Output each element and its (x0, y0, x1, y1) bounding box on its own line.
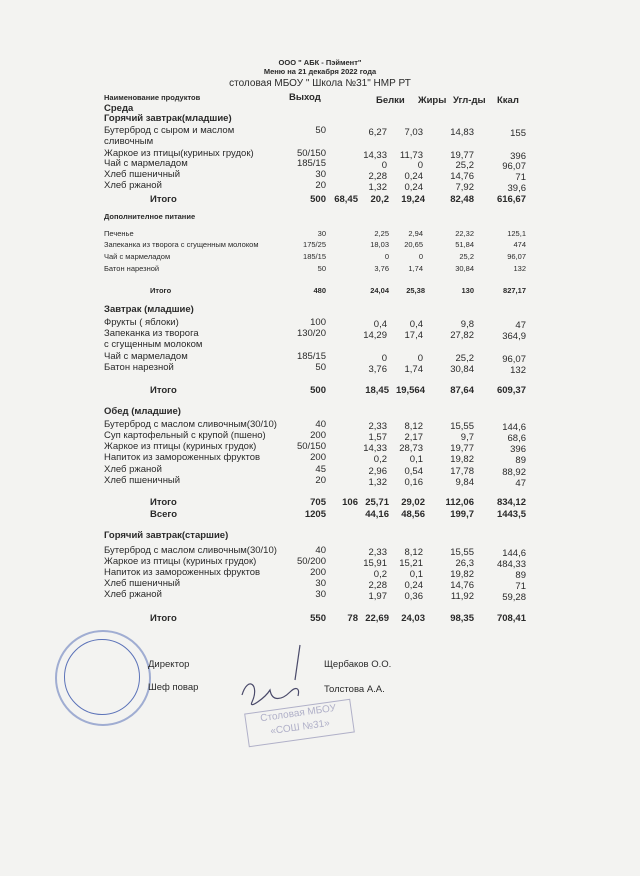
row-kcal: 88,92 (502, 467, 526, 478)
row-output: 50 (315, 362, 326, 373)
row-proteins: 18,03 (370, 240, 389, 249)
row-proteins: 2,25 (374, 229, 389, 238)
row-output: 40 (315, 545, 326, 556)
row-kcal: 71 (515, 172, 526, 183)
row-proteins: 14,33 (363, 150, 387, 161)
row-fats: 8,12 (404, 547, 423, 558)
day-label: Среда (104, 103, 134, 114)
total-carbs: 112,06 (445, 497, 474, 508)
total-fats: 29,02 (401, 497, 425, 508)
row-kcal: 484,33 (496, 559, 526, 570)
row-proteins: 1,57 (368, 432, 387, 443)
col-kcal: Ккал (497, 95, 519, 106)
total-kcal: 616,67 (496, 194, 526, 205)
row-name: Батон нарезной (104, 362, 174, 373)
row-fats: 0,1 (409, 454, 423, 465)
row-fats: 7,03 (404, 127, 423, 138)
row-kcal: 39,6 (507, 183, 526, 194)
row-name: Печенье (104, 229, 134, 238)
row-output: 30 (315, 589, 326, 600)
row-proteins: 0 (384, 252, 389, 261)
row-carbs: 9,7 (460, 432, 474, 443)
chef-name: Толстова А.А. (324, 684, 385, 695)
total-proteins: 44,16 (365, 509, 389, 520)
total-proteins: 22,69 (365, 613, 389, 624)
row-proteins: 3,76 (368, 364, 387, 375)
row-proteins: 0,4 (373, 319, 387, 330)
row-fats: 0,4 (409, 319, 423, 330)
row-carbs: 25,2 (455, 160, 474, 171)
row-kcal: 155 (510, 128, 526, 139)
row-kcal: 96,07 (502, 161, 526, 172)
row-fats: 2,17 (404, 432, 423, 443)
row-carbs: 27,82 (450, 330, 474, 341)
row-name: Жаркое из птицы (куриных грудок) (104, 556, 257, 567)
row-proteins: 1,32 (368, 182, 387, 193)
row-fats: 20,65 (404, 240, 423, 249)
row-name: Хлеб пшеничный (104, 169, 181, 180)
total-fats: 48,56 (401, 509, 425, 520)
section-title: Горячий завтрак(старшие) (104, 530, 229, 541)
row-name-cont: с сгущенным молоком (104, 339, 203, 350)
row-fats: 28,73 (399, 443, 423, 454)
row-carbs: 19,77 (450, 150, 474, 161)
row-name: Чай с мармеладом (104, 158, 188, 169)
row-kcal: 47 (515, 478, 526, 489)
row-fats: 0,1 (409, 569, 423, 580)
total-kcal: 1443,5 (496, 509, 526, 520)
col-output: Выход (289, 92, 321, 103)
row-output: 50 (315, 125, 326, 136)
row-carbs: 14,83 (450, 127, 474, 138)
row-name: Хлеб пшеничный (104, 475, 181, 486)
row-output: 200 (310, 430, 326, 441)
total-carbs: 199,7 (450, 509, 474, 520)
total-kcal: 827,17 (503, 286, 526, 295)
row-output: 130/20 (296, 328, 326, 339)
row-output: 30 (315, 578, 326, 589)
row-fats: 2,94 (408, 229, 423, 238)
row-proteins: 14,33 (363, 443, 387, 454)
row-output: 40 (315, 419, 326, 430)
row-name-cont: сливочным (104, 136, 154, 147)
total-proteins: 25,71 (365, 497, 389, 508)
row-carbs: 26,3 (455, 558, 474, 569)
total-proteins: 24,04 (370, 286, 389, 295)
col-carbs: Угл-ды (453, 95, 486, 106)
row-fats: 1,74 (404, 364, 423, 375)
row-name: Хлеб ржаной (104, 589, 162, 600)
row-name: Чай с мармеладом (104, 351, 188, 362)
row-name: Бутерброд с маслом сливочным(30/10) (104, 419, 277, 430)
canteen-stamp: Столовая МБОУ «СОШ №31» (244, 699, 355, 748)
row-carbs: 19,77 (450, 443, 474, 454)
total-output: 550 (310, 613, 326, 624)
row-fats: 17,4 (404, 330, 423, 341)
row-name: Запеканка из творога (104, 328, 199, 339)
row-carbs: 9,84 (455, 477, 474, 488)
row-proteins: 3,76 (374, 264, 389, 273)
row-proteins: 2,28 (368, 580, 387, 591)
total-fats: 19,564 (395, 385, 425, 396)
section-title: Дополнителное питание (104, 212, 196, 221)
row-proteins: 2,33 (368, 421, 387, 432)
row-carbs: 30,84 (450, 364, 474, 375)
total-fats: 24,03 (401, 613, 425, 624)
row-kcal: 144,6 (502, 548, 526, 559)
row-proteins: 1,32 (368, 477, 387, 488)
row-kcal: 68,6 (507, 433, 526, 444)
row-kcal: 59,28 (502, 592, 526, 603)
row-kcal: 474 (513, 240, 526, 249)
row-name: Хлеб ржаной (104, 464, 162, 475)
row-output: 50/150 (296, 441, 326, 452)
row-proteins: 14,29 (363, 330, 387, 341)
row-kcal: 396 (510, 151, 526, 162)
row-fats: 11,73 (399, 150, 423, 161)
row-fats: 0,54 (404, 466, 423, 477)
row-carbs: 19,82 (450, 569, 474, 580)
row-output: 30 (315, 169, 326, 180)
row-proteins: 0 (381, 353, 387, 364)
total-carbs: 98,35 (450, 613, 474, 624)
total-output: 705 (310, 497, 326, 508)
total-carbs: 87,64 (450, 385, 474, 396)
director-name: Щербаков О.О. (324, 659, 392, 670)
total-output: 480 (313, 286, 326, 295)
row-kcal: 96,07 (502, 354, 526, 365)
row-output: 50 (317, 264, 326, 273)
row-carbs: 11,92 (450, 591, 474, 602)
row-kcal: 132 (510, 365, 526, 376)
section-title: Завтрак (младшие) (104, 304, 194, 315)
chef-label: Шеф повар (148, 682, 199, 693)
total-label: Итого (150, 497, 177, 508)
row-name: Бутерброд с сыром и маслом (104, 125, 235, 136)
row-proteins: 0 (381, 160, 387, 171)
row-fats: 0,36 (404, 591, 423, 602)
row-name: Запеканка из творога с сгущенным молоком (104, 240, 259, 249)
section-title: Горячий завтрак(младшие) (104, 113, 232, 124)
row-fats: 1,74 (408, 264, 423, 273)
row-kcal: 47 (515, 320, 526, 331)
row-proteins: 2,33 (368, 547, 387, 558)
total-output: 500 (310, 385, 326, 396)
row-name: Чай с мармеладом (104, 252, 171, 261)
row-fats: 15,21 (399, 558, 423, 569)
section-title: Обед (младшие) (104, 406, 181, 417)
total-price: 106 (342, 497, 358, 508)
total-kcal: 609,37 (496, 385, 526, 396)
row-output: 185/15 (303, 252, 326, 261)
total-carbs: 82,48 (450, 194, 474, 205)
row-output: 50/150 (296, 148, 326, 159)
row-name: Хлеб ржаной (104, 180, 162, 191)
row-name: Хлеб пшеничный (104, 578, 181, 589)
row-output: 50/200 (296, 556, 326, 567)
org-name: ООО " АБК - Пэймент" (278, 58, 362, 67)
menu-date: Меню на 21 декабря 2022 года (263, 67, 377, 76)
row-fats: 0,24 (404, 171, 423, 182)
row-carbs: 25,2 (455, 353, 474, 364)
row-name: Напиток из замороженных фруктов (104, 567, 261, 578)
row-output: 200 (310, 452, 326, 463)
row-proteins: 15,91 (363, 558, 387, 569)
row-proteins: 0,2 (373, 454, 387, 465)
row-proteins: 0,2 (373, 569, 387, 580)
row-carbs: 22,32 (455, 229, 474, 238)
row-name: Суп картофельный с крупой (пшено) (104, 430, 266, 441)
col-fats: Жиры (418, 95, 447, 106)
row-fats: 0 (417, 353, 423, 364)
row-kcal: 96,07 (507, 252, 526, 261)
total-price: 78 (347, 613, 358, 624)
row-carbs: 9,8 (460, 319, 474, 330)
total-price: 68,45 (334, 194, 358, 205)
row-proteins: 2,28 (368, 171, 387, 182)
row-kcal: 396 (510, 444, 526, 455)
total-output: 1205 (304, 509, 326, 520)
row-carbs: 19,82 (450, 454, 474, 465)
row-proteins: 2,96 (368, 466, 387, 477)
total-proteins: 20,2 (370, 194, 389, 205)
row-carbs: 15,55 (450, 547, 474, 558)
row-name: Жаркое из птицы (куриных грудок) (104, 441, 257, 452)
row-carbs: 15,55 (450, 421, 474, 432)
row-name: Фрукты ( яблоки) (104, 317, 179, 328)
total-label: Итого (150, 194, 177, 205)
row-proteins: 6,27 (368, 127, 387, 138)
row-output: 30 (317, 229, 326, 238)
total-carbs: 130 (461, 286, 474, 295)
row-carbs: 51,84 (455, 240, 474, 249)
total-kcal: 834,12 (496, 497, 526, 508)
row-kcal: 71 (515, 581, 526, 592)
row-carbs: 30,84 (455, 264, 474, 273)
total-proteins: 18,45 (365, 385, 389, 396)
row-output: 200 (310, 567, 326, 578)
row-fats: 0,24 (404, 580, 423, 591)
row-name: Бутерброд с маслом сливочным(30/10) (104, 545, 277, 556)
row-kcal: 125,1 (507, 229, 526, 238)
row-carbs: 14,76 (450, 171, 474, 182)
school-title: столовая МБОУ " Школа №31" НМР РТ (229, 78, 411, 89)
row-output: 185/15 (296, 158, 326, 169)
row-name: Батон нарезной (104, 264, 160, 273)
total-kcal: 708,41 (496, 613, 526, 624)
row-name: Жаркое из птицы(куриных грудок) (104, 148, 254, 159)
row-fats: 8,12 (404, 421, 423, 432)
director-label: Директор (148, 659, 190, 670)
total-label: Итого (150, 385, 177, 396)
row-output: 185/15 (296, 351, 326, 362)
col-name: Наименование продуктов (104, 93, 201, 102)
row-kcal: 89 (515, 455, 526, 466)
row-kcal: 364,9 (502, 331, 526, 342)
row-output: 175/25 (303, 240, 326, 249)
row-name: Напиток из замороженных фруктов (104, 452, 261, 463)
row-carbs: 7,92 (455, 182, 474, 193)
total-fats: 19,24 (401, 194, 425, 205)
total-label: Итого (150, 286, 172, 295)
total-label: Итого (150, 613, 177, 624)
row-fats: 0 (417, 160, 423, 171)
total-output: 500 (310, 194, 326, 205)
row-output: 20 (315, 180, 326, 191)
col-proteins: Белки (376, 95, 405, 106)
row-carbs: 14,76 (450, 580, 474, 591)
total-label: Всего (150, 509, 178, 520)
row-fats: 0,24 (404, 182, 423, 193)
row-kcal: 132 (513, 264, 526, 273)
row-fats: 0,16 (404, 477, 423, 488)
row-output: 20 (315, 475, 326, 486)
row-carbs: 25,2 (459, 252, 474, 261)
row-output: 100 (310, 317, 326, 328)
total-fats: 25,38 (406, 286, 425, 295)
row-carbs: 17,78 (450, 466, 474, 477)
row-kcal: 89 (515, 570, 526, 581)
row-output: 45 (315, 464, 326, 475)
row-kcal: 144,6 (502, 422, 526, 433)
round-seal-inner (64, 639, 140, 715)
row-fats: 0 (418, 252, 423, 261)
row-proteins: 1,97 (368, 591, 387, 602)
